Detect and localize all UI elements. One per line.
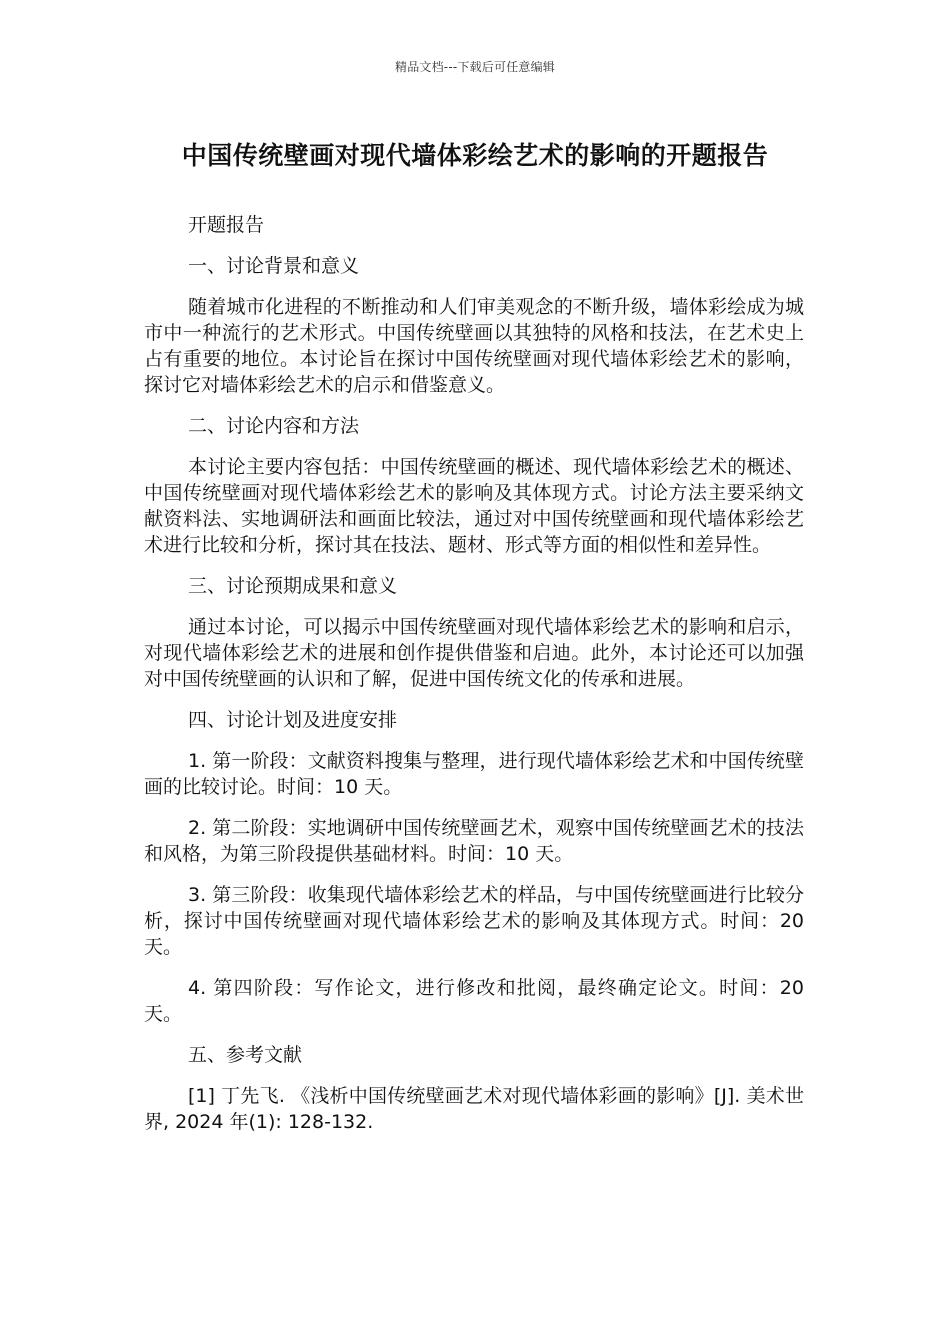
document-body xyxy=(144,212,804,1150)
body-paragraph: 本讨论主要内容包括：中国传统壁画的概述、现代墙体彩绘艺术的概述、中国传统壁画对现代墙体彩绘艺术的影响及其体现方式。讨论方法主要采纳文献资料法、实地调研法和画面比较法，通过对中国传统壁画和现代墙体彩绘艺术进行比较和分析，探讨其在技法、题材、形式等方面的相似性和差异性。 xyxy=(144,456,804,556)
schedule-item: 2. 第二阶段：实地调研中国传统壁画艺术，观察中国传统壁画艺术的技法和风格，为第三阶段提供基础材料。时间：10 天。 xyxy=(144,817,804,865)
reference-entry: [1] 丁先飞. 《浅析中国传统壁画艺术对现代墙体彩画的影响》[J]. 美术世界, 2024 年(1): 128-132. xyxy=(144,1085,804,1133)
body-paragraph: 随着城市化进程的不断推动和人们审美观念的不断升级，墙体彩绘成为城市中一种流行的艺术形式。中国传统壁画以其独特的风格和技法，在艺术史上占有重要的地位。本讨论旨在探讨中国传统壁画对现代墙体彩绘艺术的影响，探讨它对墙体彩绘艺术的启示和借鉴意义。 xyxy=(144,296,804,396)
section-heading: 一、讨论背景和意义 xyxy=(188,255,360,277)
section-heading: 四、讨论计划及进度安排 xyxy=(188,709,398,731)
schedule-item: 3. 第三阶段：收集现代墙体彩绘艺术的样品，与中国传统壁画进行比较分析，探讨中国传统壁画对现代墙体彩绘艺术的影响及其体现方式。时间：20 天。 xyxy=(144,884,804,958)
body-paragraph: 通过本讨论，可以揭示中国传统壁画对现代墙体彩绘艺术的影响和启示，对现代墙体彩绘艺术的进展和创作提供借鉴和启迪。此外，本讨论还可以加强对中国传统壁画的认识和了解，促进中国传统文化的传承和进展。 xyxy=(144,616,804,690)
section-heading: 二、讨论内容和方法 xyxy=(188,415,360,437)
schedule-item: 4. 第四阶段：写作论文，进行修改和批阅，最终确定论文。时间：20 天。 xyxy=(144,977,804,1025)
report-label: 开题报告 xyxy=(188,214,265,236)
section-heading: 五、参考文献 xyxy=(188,1044,303,1066)
document-title: 中国传统壁画对现代墙体彩绘艺术的影响的开题报告 xyxy=(181,141,769,170)
page-header-note: 精品文档---下载后可任意编辑 xyxy=(395,60,555,74)
schedule-item: 1. 第一阶段：文献资料搜集与整理，进行现代墙体彩绘艺术和中国传统壁画的比较讨论。时间：10 天。 xyxy=(144,750,804,798)
section-heading: 三、讨论预期成果和意义 xyxy=(188,575,398,597)
